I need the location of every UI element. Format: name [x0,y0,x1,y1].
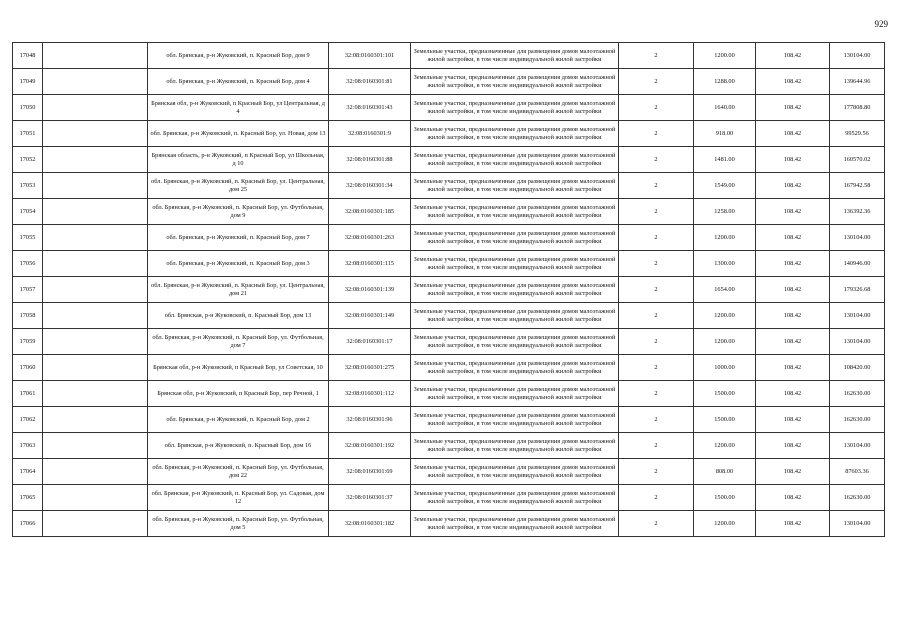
cadastral-value-cell: 177808.80 [830,95,885,121]
record-number: 17052 [13,147,43,173]
record-number: 17057 [13,277,43,303]
blank-cell [43,355,148,381]
land-use-cell: Земельные участки, предназначенные для размещения домов малоэтажной жилой застройки, в том числе индивидуальной жилой застройки [411,251,619,277]
category-code-cell: 2 [619,381,694,407]
land-use-cell: Земельные участки, предназначенные для размещения домов малоэтажной жилой застройки, в том числе индивидуальной жилой застройки [411,225,619,251]
rate-cell: 108.42 [756,69,830,95]
rate-cell: 108.42 [756,329,830,355]
land-use-cell: Земельные участки, предназначенные для размещения домов малоэтажной жилой застройки, в том числе индивидуальной жилой застройки [411,147,619,173]
address-cell: Брянская область, р-н Жуковский, п Красный Бор, ул Школьная, д 10 [148,147,329,173]
record-number: 17063 [13,433,43,459]
rate-cell: 108.42 [756,355,830,381]
rate-cell: 108.42 [756,485,830,511]
land-use-cell: Земельные участки, предназначенные для размещения домов малоэтажной жилой застройки, в том числе индивидуальной жилой застройки [411,433,619,459]
record-number: 17055 [13,225,43,251]
record-number: 17061 [13,381,43,407]
blank-cell [43,147,148,173]
category-code-cell: 2 [619,251,694,277]
record-number: 17064 [13,459,43,485]
address-cell: обл. Брянская, р-н Жуковский, п. Красный Бор, ул. Новая, дом 13 [148,121,329,147]
area-cell: 918.00 [694,121,756,147]
cadastral-value-cell: 167942.58 [830,173,885,199]
address-cell: обл. Брянская, р-н Жуковский, п. Красный Бор, дом 4 [148,69,329,95]
cadastral-number-cell: 32:08:0160301:192 [329,433,411,459]
cadastral-number-cell: 32:08:0160301:37 [329,485,411,511]
record-number: 17066 [13,511,43,537]
cadastral-value-cell: 130104.00 [830,43,885,69]
table-row [13,355,885,381]
land-use-cell: Земельные участки, предназначенные для размещения домов малоэтажной жилой застройки, в том числе индивидуальной жилой застройки [411,511,619,537]
category-code-cell: 2 [619,511,694,537]
category-code-cell: 2 [619,303,694,329]
cadastral-value-cell: 136392.36 [830,199,885,225]
area-cell: 1640.00 [694,95,756,121]
blank-cell [43,225,148,251]
record-number: 17051 [13,121,43,147]
cadastral-value-cell: 130104.00 [830,303,885,329]
address-cell: обл. Брянская, р-н Жуковский, п. Красный Бор, дом 9 [148,43,329,69]
area-cell: 1200.00 [694,43,756,69]
table-row [13,121,885,147]
land-use-cell: Земельные участки, предназначенные для размещения домов малоэтажной жилой застройки, в том числе индивидуальной жилой застройки [411,277,619,303]
area-cell: 1200.00 [694,511,756,537]
cadastral-value-cell: 162630.00 [830,485,885,511]
cadastral-number-cell: 32:08:0160301:112 [329,381,411,407]
land-use-cell: Земельные участки, предназначенные для размещения домов малоэтажной жилой застройки, в том числе индивидуальной жилой застройки [411,173,619,199]
cadastral-value-cell: 140946.00 [830,251,885,277]
category-code-cell: 2 [619,121,694,147]
table-row [13,407,885,433]
cadastral-value-cell: 160570.02 [830,147,885,173]
area-cell: 1481.00 [694,147,756,173]
table-row [13,433,885,459]
blank-cell [43,407,148,433]
category-code-cell: 2 [619,147,694,173]
address-cell: обл. Брянская, р-н Жуковский, п. Красный Бор, ул. Футбольная, дом 22 [148,459,329,485]
area-cell: 1258.00 [694,199,756,225]
cadastral-number-cell: 32:08:0160301:9 [329,121,411,147]
cadastral-number-cell: 32:08:0160301:17 [329,329,411,355]
address-cell: обл. Брянская, р-н Жуковский, п. Красный Бор, дом 7 [148,225,329,251]
cadastral-value-cell: 139644.96 [830,69,885,95]
rate-cell: 108.42 [756,173,830,199]
record-number: 17054 [13,199,43,225]
rate-cell: 108.42 [756,225,830,251]
category-code-cell: 2 [619,95,694,121]
blank-cell [43,121,148,147]
blank-cell [43,485,148,511]
category-code-cell: 2 [619,225,694,251]
category-code-cell: 2 [619,69,694,95]
cadastral-number-cell: 32:08:0160301:88 [329,147,411,173]
record-number: 17062 [13,407,43,433]
table-row [13,459,885,485]
table-row [13,485,885,511]
land-use-cell: Земельные участки, предназначенные для размещения домов малоэтажной жилой застройки, в том числе индивидуальной жилой застройки [411,121,619,147]
category-code-cell: 2 [619,485,694,511]
category-code-cell: 2 [619,355,694,381]
cadastral-number-cell: 32:08:0160301:149 [329,303,411,329]
area-cell: 1288.00 [694,69,756,95]
cadastral-value-cell: 130104.00 [830,225,885,251]
table-row [13,95,885,121]
rate-cell: 108.42 [756,407,830,433]
address-cell: обл. Брянская, р-н Жуковский, п. Красный Бор, ул. Футбольная, дом 7 [148,329,329,355]
land-use-cell: Земельные участки, предназначенные для размещения домов малоэтажной жилой застройки, в том числе индивидуальной жилой застройки [411,199,619,225]
category-code-cell: 2 [619,329,694,355]
cadastral-value-cell: 108420.00 [830,355,885,381]
address-cell: Брянская обл, р-н Жуковский, п Красный Бор, ул Центральная, д 4 [148,95,329,121]
rate-cell: 108.42 [756,199,830,225]
table-row [13,199,885,225]
cadastral-number-cell: 32:08:0160301:185 [329,199,411,225]
address-cell: Брянская обл, р-н Жуковский, п Красный Бор, ул Советская, 10 [148,355,329,381]
blank-cell [43,381,148,407]
rate-cell: 108.42 [756,459,830,485]
land-use-cell: Земельные участки, предназначенные для размещения домов малоэтажной жилой застройки, в том числе индивидуальной жилой застройки [411,355,619,381]
address-cell: обл. Брянская, р-н Жуковский, п. Красный Бор, дом 2 [148,407,329,433]
table-row [13,511,885,537]
address-cell: обл. Брянская, р-н Жуковский, п. Красный Бор, ул. Центральная, дом 25 [148,173,329,199]
rate-cell: 108.42 [756,147,830,173]
blank-cell [43,329,148,355]
cadastral-number-cell: 32:08:0160301:69 [329,459,411,485]
address-cell: обл. Брянская, р-н Жуковский, п. Красный Бор, дом 3 [148,251,329,277]
table-row [13,303,885,329]
cadastral-number-cell: 32:08:0160301:115 [329,251,411,277]
land-use-cell: Земельные участки, предназначенные для размещения домов малоэтажной жилой застройки, в том числе индивидуальной жилой застройки [411,485,619,511]
cadastral-number-cell: 32:08:0160301:275 [329,355,411,381]
address-cell: обл. Брянская, р-н Жуковский, п. Красный Бор, дом 16 [148,433,329,459]
table-row [13,173,885,199]
category-code-cell: 2 [619,459,694,485]
cadastral-value-cell: 179326.68 [830,277,885,303]
rate-cell: 108.42 [756,303,830,329]
table-row [13,69,885,95]
table-body [13,43,885,537]
area-cell: 1200.00 [694,303,756,329]
land-registry-table [12,42,885,537]
cadastral-number-cell: 32:08:0160301:101 [329,43,411,69]
area-cell: 1200.00 [694,225,756,251]
blank-cell [43,199,148,225]
area-cell: 1200.00 [694,329,756,355]
area-cell: 1549.00 [694,173,756,199]
area-cell: 1500.00 [694,381,756,407]
cadastral-number-cell: 32:08:0160301:263 [329,225,411,251]
table-row [13,43,885,69]
address-cell: обл. Брянская, р-н Жуковский, п. Красный Бор, ул. Футбольная, дом 9 [148,199,329,225]
blank-cell [43,511,148,537]
blank-cell [43,277,148,303]
cadastral-number-cell: 32:08:0160301:43 [329,95,411,121]
table-row [13,277,885,303]
cadastral-number-cell: 32:08:0160301:34 [329,173,411,199]
category-code-cell: 2 [619,433,694,459]
area-cell: 808.00 [694,459,756,485]
blank-cell [43,251,148,277]
rate-cell: 108.42 [756,121,830,147]
record-number: 17050 [13,95,43,121]
blank-cell [43,95,148,121]
cadastral-value-cell: 99529.56 [830,121,885,147]
area-cell: 1500.00 [694,407,756,433]
record-number: 17059 [13,329,43,355]
table-row [13,225,885,251]
address-cell: обл. Брянская, р-н Жуковский, п. Красный Бор, ул. Футбольная, дом 5 [148,511,329,537]
rate-cell: 108.42 [756,251,830,277]
page-number: 929 [874,19,888,29]
rate-cell: 108.42 [756,433,830,459]
land-use-cell: Земельные участки, предназначенные для размещения домов малоэтажной жилой застройки, в том числе индивидуальной жилой застройки [411,43,619,69]
category-code-cell: 2 [619,43,694,69]
rate-cell: 108.42 [756,381,830,407]
blank-cell [43,303,148,329]
area-cell: 1500.00 [694,485,756,511]
address-cell: Брянская обл, р-н Жуковский, п Красный Бор, пер Речной, 1 [148,381,329,407]
blank-cell [43,173,148,199]
table-row [13,147,885,173]
record-number: 17065 [13,485,43,511]
blank-cell [43,43,148,69]
cadastral-number-cell: 32:08:0160301:139 [329,277,411,303]
rate-cell: 108.42 [756,43,830,69]
table-row [13,381,885,407]
rate-cell: 108.42 [756,511,830,537]
cadastral-value-cell: 130104.00 [830,329,885,355]
record-number: 17056 [13,251,43,277]
rate-cell: 108.42 [756,277,830,303]
record-number: 17060 [13,355,43,381]
area-cell: 1000.00 [694,355,756,381]
area-cell: 1300.00 [694,251,756,277]
land-use-cell: Земельные участки, предназначенные для размещения домов малоэтажной жилой застройки, в том числе индивидуальной жилой застройки [411,329,619,355]
cadastral-value-cell: 87603.36 [830,459,885,485]
cadastral-number-cell: 32:08:0160301:81 [329,69,411,95]
land-use-cell: Земельные участки, предназначенные для размещения домов малоэтажной жилой застройки, в том числе индивидуальной жилой застройки [411,407,619,433]
record-number: 17048 [13,43,43,69]
area-cell: 1654.00 [694,277,756,303]
address-cell: обл. Брянская, р-н Жуковский, п. Красный Бор, дом 13 [148,303,329,329]
cadastral-value-cell: 130104.00 [830,511,885,537]
address-cell: обл. Брянская, р-н Жуковский, п. Красный Бор, ул. Садовая, дом 12 [148,485,329,511]
record-number: 17058 [13,303,43,329]
record-number: 17053 [13,173,43,199]
category-code-cell: 2 [619,199,694,225]
table-row [13,251,885,277]
blank-cell [43,433,148,459]
cadastral-number-cell: 32:08:0160301:182 [329,511,411,537]
rate-cell: 108.42 [756,95,830,121]
land-use-cell: Земельные участки, предназначенные для размещения домов малоэтажной жилой застройки, в том числе индивидуальной жилой застройки [411,303,619,329]
area-cell: 1200.00 [694,433,756,459]
land-use-cell: Земельные участки, предназначенные для размещения домов малоэтажной жилой застройки, в том числе индивидуальной жилой застройки [411,459,619,485]
cadastral-value-cell: 162630.00 [830,407,885,433]
address-cell: обл. Брянская, р-н Жуковский, п. Красный Бор, ул. Центральная, дом 21 [148,277,329,303]
category-code-cell: 2 [619,173,694,199]
table-row [13,329,885,355]
category-code-cell: 2 [619,277,694,303]
land-use-cell: Земельные участки, предназначенные для размещения домов малоэтажной жилой застройки, в том числе индивидуальной жилой застройки [411,95,619,121]
land-use-cell: Земельные участки, предназначенные для размещения домов малоэтажной жилой застройки, в том числе индивидуальной жилой застройки [411,381,619,407]
category-code-cell: 2 [619,407,694,433]
cadastral-value-cell: 130104.00 [830,433,885,459]
blank-cell [43,459,148,485]
record-number: 17049 [13,69,43,95]
cadastral-value-cell: 162630.00 [830,381,885,407]
blank-cell [43,69,148,95]
land-use-cell: Земельные участки, предназначенные для размещения домов малоэтажной жилой застройки, в том числе индивидуальной жилой застройки [411,69,619,95]
cadastral-number-cell: 32:08:0160301:96 [329,407,411,433]
